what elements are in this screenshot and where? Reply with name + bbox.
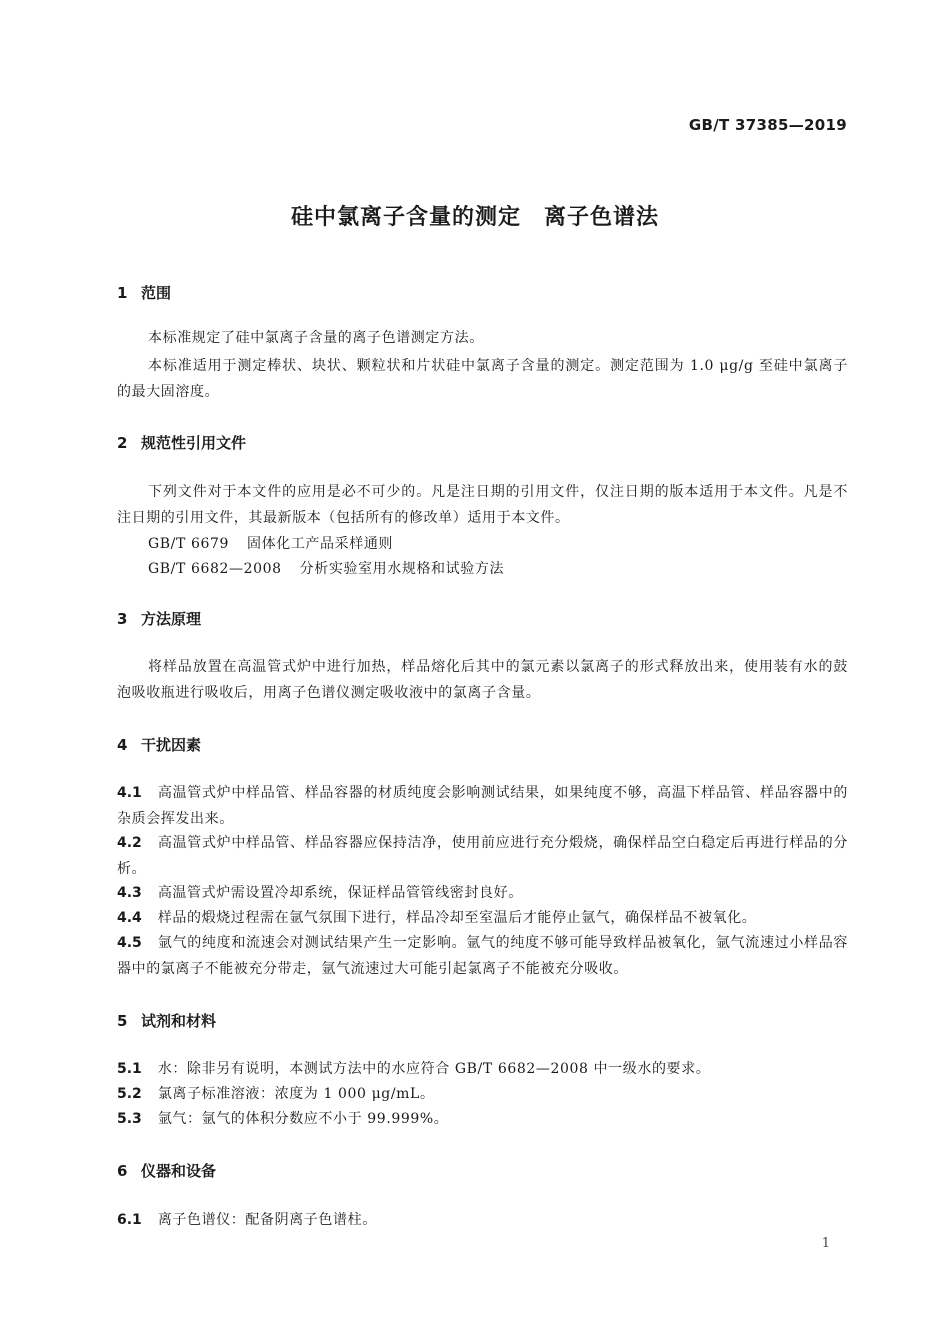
clause-item — [117, 1056, 848, 1082]
section-heading-reagents — [117, 1010, 216, 1031]
clause-item — [117, 1207, 848, 1233]
section-number: 3 — [117, 610, 128, 628]
clause-text: 氩气的纯度和流速会对测试结果产生一定影响。氩气的纯度不够可能导致样品被氧化，氩气流速过小样品容器中的氯离子不能被充分带走，氩气流速过大可能引起氯离子不能被充分吸收。 — [117, 935, 848, 977]
clause-number: 5.1 — [117, 1061, 142, 1077]
reference-entry — [148, 558, 504, 578]
clause-number: 4.1 — [117, 785, 142, 801]
reference-name: 固体化工产品采样通则 — [247, 536, 394, 552]
clause-text: 氯离子标准溶液：浓度为 1 000 μg/mL。 — [157, 1086, 435, 1102]
clause-number: 4.4 — [117, 910, 142, 926]
section-title: 方法原理 — [141, 610, 202, 628]
clause-number: 6.1 — [117, 1212, 142, 1228]
clause-item — [117, 1106, 848, 1132]
clause-text: 氩气：氩气的体积分数应不小于 99.999%。 — [157, 1111, 449, 1127]
section-title: 仪器和设备 — [141, 1162, 217, 1180]
clause-number: 5.3 — [117, 1111, 142, 1127]
clause-text: 水：除非另有说明，本测试方法中的水应符合 GB/T 6682—2008 中一级水的要求。 — [157, 1061, 711, 1077]
section-heading-interference — [117, 734, 201, 755]
clause-item — [117, 780, 848, 832]
section-heading-normative-references — [117, 432, 246, 453]
reference-name: 分析实验室用水规格和试验方法 — [299, 561, 505, 577]
clause-text: 高温管式炉需设置冷却系统，保证样品管管线密封良好。 — [157, 885, 523, 901]
paragraph: 本标准适用于测定棒状、块状、颗粒状和片状硅中氯离子含量的测定。测定范围为 1.0 μg/g 至硅中氯离子的最大固溶度。 — [117, 358, 848, 400]
section-number: 4 — [117, 736, 128, 754]
clause-text: 高温管式炉中样品管、样品容器应保持洁净，使用前应进行充分煅烧，确保样品空白稳定后再进行样品的分析。 — [117, 835, 848, 877]
section-title: 干扰因素 — [141, 736, 202, 754]
clause-item — [117, 830, 848, 882]
section-heading-principle — [117, 608, 201, 629]
clause-text: 高温管式炉中样品管、样品容器的材质纯度会影响测试结果，如果纯度不够，高温下样品管、样品容器中的杂质会挥发出来。 — [117, 785, 848, 827]
clause-item — [117, 880, 848, 906]
section-title: 范围 — [141, 284, 172, 302]
section-title: 规范性引用文件 — [141, 434, 247, 452]
clause-item — [117, 1081, 848, 1107]
clause-number: 5.2 — [117, 1086, 142, 1102]
page-number: 1 — [821, 1236, 830, 1251]
paragraph: 下列文件对于本文件的应用是必不可少的。凡是注日期的引用文件，仅注日期的版本适用于本文件。凡是不注日期的引用文件，其最新版本（包括所有的修改单）适用于本文件。 — [117, 484, 848, 526]
document-title: 硅中氯离子含量的测定 离子色谱法 — [290, 205, 659, 230]
section-number: 1 — [117, 284, 128, 302]
clause-text: 离子色谱仪：配备阴离子色谱柱。 — [157, 1212, 377, 1228]
clause-text: 样品的煅烧过程需在氩气氛围下进行，样品冷却至室温后才能停止氩气，确保样品不被氧化。 — [157, 910, 757, 926]
section-heading-scope — [117, 282, 171, 303]
clause-number: 4.5 — [117, 935, 142, 951]
paragraph: 将样品放置在高温管式炉中进行加热，样品熔化后其中的氯元素以氯离子的形式释放出来，使用装有水的鼓泡吸收瓶进行吸收后，用离子色谱仪测定吸收液中的氯离子含量。 — [117, 659, 848, 701]
reference-code: GB/T 6682—2008 — [148, 561, 282, 577]
paragraph: 本标准规定了硅中氯离子含量的离子色谱测定方法。 — [148, 330, 484, 346]
clause-number: 4.2 — [117, 835, 142, 851]
section-number: 2 — [117, 434, 128, 452]
reference-entry — [148, 533, 393, 553]
section-heading-apparatus — [117, 1160, 216, 1181]
section-title: 试剂和材料 — [141, 1012, 217, 1030]
section-number: 5 — [117, 1012, 128, 1030]
clause-item — [117, 905, 848, 931]
section-number: 6 — [117, 1162, 128, 1180]
standard-code: GB/T 37385—2019 — [688, 116, 847, 134]
clause-item — [117, 930, 848, 982]
reference-code: GB/T 6679 — [148, 536, 230, 552]
clause-number: 4.3 — [117, 885, 142, 901]
